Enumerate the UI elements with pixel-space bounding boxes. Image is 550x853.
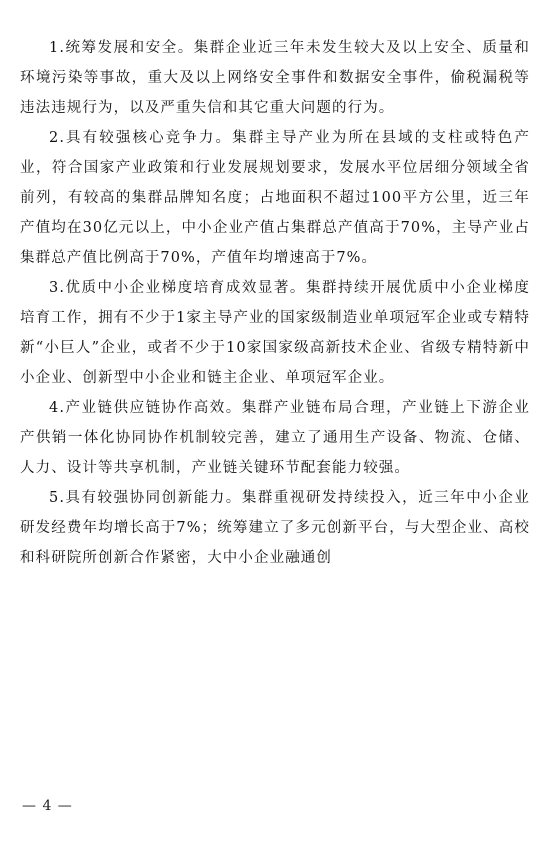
paragraph-3: 3.优质中小企业梯度培育成效显著。集群持续开展优质中小企业梯度培育工作，拥有不少于1家主导产业的国家级制造业单项冠军企业或专精特新“小巨人”企业，或者不少于10家国家级高新技术企业、省级专精特新中小企业、创新型中小企业和链主企业、单项冠军企业。 xyxy=(20,280,530,386)
paragraph-4: 4.产业链供应链协作高效。集群产业链布局合理，产业链上下游企业产供销一体化协同协作机制较完善，建立了通用生产设备、物流、仓储、人力、设计等共享机制，产业链关键环节配套能力较强。 xyxy=(20,400,530,476)
paragraph-5: 5.具有较强协同创新能力。集群重视研发持续投入，近三年中小企业研发经费年均增长高于7%；统筹建立了多元创新平台，与大型企业、高校和科研院所创新合作紧密，大中小企业融通创 xyxy=(20,490,530,566)
document-body xyxy=(20,33,530,573)
page-number: — 4 — xyxy=(22,798,73,814)
paragraph-2: 2.具有较强核心竞争力。集群主导产业为所在县域的支柱或特色产业，符合国家产业政策和行业发展规划要求，发展水平位居细分领域全省前列，有较高的集群品牌知名度；占地面积不超过100平方公里，近三年产值均在30亿元以上，中小企业产值占集群总产值高于70%，主导产业占集群总产值比例高于70%，产值年均增速高于7%。 xyxy=(20,130,530,266)
paragraph-1: 1.统筹发展和安全。集群企业近三年未发生较大及以上安全、质量和环境污染等事故，重大及以上网络安全事件和数据安全事件，偷税漏税等违法违规行为，以及严重失信和其它重大问题的行为。 xyxy=(20,40,530,116)
